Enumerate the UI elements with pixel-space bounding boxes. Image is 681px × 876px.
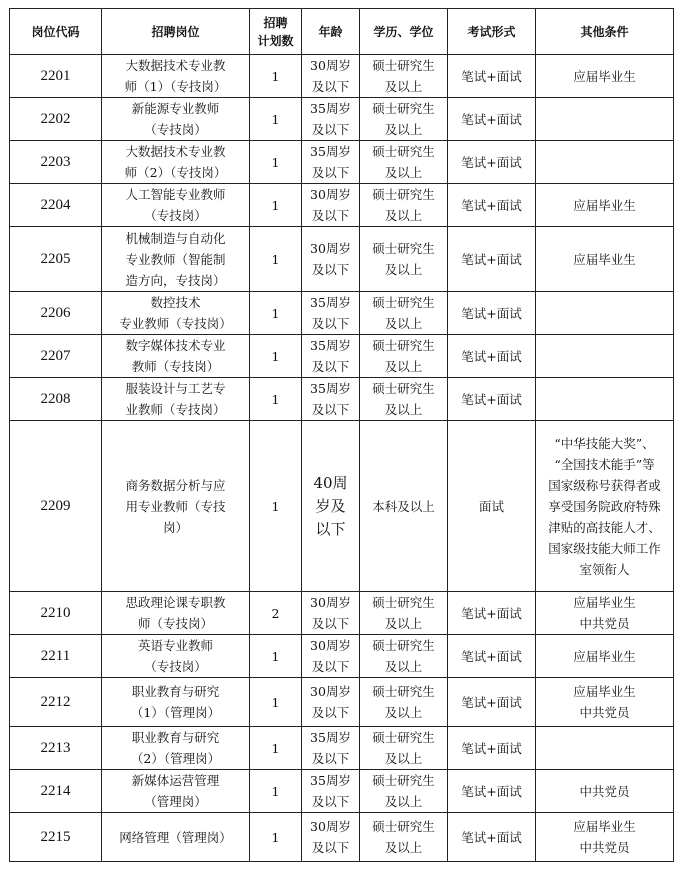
table-row (10, 635, 674, 678)
cell-line: 职业教育与研究 (131, 684, 220, 699)
cell-line: “全国技术能手”等 (554, 456, 655, 472)
table-row (10, 421, 674, 592)
cell-line: 及以上 (384, 122, 423, 137)
table-row (10, 727, 674, 770)
header-other-conditions: 其他条件 (536, 9, 674, 55)
cell-exam-form: 笔试+面试 (448, 55, 536, 98)
cell-line: 岗） (162, 519, 188, 535)
cell-line: 35周岁 (310, 338, 351, 353)
cell-age (302, 55, 360, 98)
table-row (10, 678, 674, 727)
table-row (10, 98, 674, 141)
cell-line: （专技岗） (144, 122, 207, 137)
cell-line: 40周 (313, 473, 348, 492)
cell-education (360, 55, 448, 98)
cell-line: 及以下 (311, 616, 350, 631)
cell-post-code: 2215 (10, 813, 102, 862)
recruitment-table (9, 8, 674, 862)
cell-line: 30周岁 (310, 638, 351, 653)
table-row (10, 813, 674, 862)
cell-line: 思政理论课专职教 (125, 595, 226, 610)
header-age: 年龄 (302, 9, 360, 55)
header-education: 学历、学位 (360, 9, 448, 55)
cell-line: 35周岁 (310, 773, 351, 788)
table-row (10, 184, 674, 227)
cell-line: 及以下 (311, 208, 350, 223)
cell-plan-count: 1 (250, 421, 302, 592)
cell-age (302, 770, 360, 813)
cell-line: 及以下 (311, 402, 350, 417)
cell-other-conditions (536, 292, 674, 335)
cell-line: 35周岁 (310, 101, 351, 116)
cell-age (302, 592, 360, 635)
cell-other-conditions (536, 678, 674, 727)
cell-line: （专技岗） (144, 208, 207, 223)
cell-line: 新能源专业教师 (131, 101, 220, 116)
cell-line: 专业教师（智能制 (125, 251, 226, 267)
cell-other-conditions (536, 727, 674, 770)
cell-plan-count: 1 (250, 635, 302, 678)
cell-exam-form: 笔试+面试 (448, 335, 536, 378)
cell-education (360, 421, 448, 592)
cell-plan-count: 1 (250, 678, 302, 727)
table-row (10, 335, 674, 378)
cell-line: 应届毕业生 (573, 251, 636, 267)
cell-line: 硕士研究生 (372, 730, 435, 745)
cell-plan-count: 1 (250, 184, 302, 227)
cell-education (360, 335, 448, 378)
cell-line: 应届毕业生 (573, 68, 636, 84)
cell-education (360, 635, 448, 678)
cell-plan-count: 1 (250, 727, 302, 770)
cell-line: 硕士研究生 (372, 338, 435, 353)
cell-post-code: 2202 (10, 98, 102, 141)
cell-age (302, 98, 360, 141)
cell-line: 数控技术 (150, 295, 201, 310)
cell-post-code: 2207 (10, 335, 102, 378)
cell-line: 及以下 (311, 705, 350, 720)
cell-age (302, 227, 360, 292)
cell-exam-form: 笔试+面试 (448, 292, 536, 335)
cell-plan-count: 1 (250, 378, 302, 421)
cell-line: 职业教育与研究 (131, 730, 220, 745)
cell-education (360, 727, 448, 770)
cell-other-conditions (536, 184, 674, 227)
cell-line: 及以上 (384, 616, 423, 631)
table-row (10, 141, 674, 184)
cell-line: 国家级技能大师工作 (548, 540, 661, 556)
header-plan-count: 招聘 计划数 (250, 9, 302, 55)
cell-line: 数字媒体技术专业 (125, 338, 226, 353)
cell-plan-count: 1 (250, 813, 302, 862)
header-post-code: 岗位代码 (10, 9, 102, 55)
cell-education (360, 813, 448, 862)
cell-exam-form: 笔试+面试 (448, 592, 536, 635)
cell-post-name (102, 635, 250, 678)
cell-exam-form: 笔试+面试 (448, 98, 536, 141)
cell-age (302, 727, 360, 770)
cell-line: 30周岁 (310, 241, 351, 256)
cell-other-conditions (536, 378, 674, 421)
cell-education (360, 592, 448, 635)
cell-post-name (102, 727, 250, 770)
cell-exam-form: 笔试+面试 (448, 635, 536, 678)
cell-exam-form: 笔试+面试 (448, 227, 536, 292)
cell-line: 国家级称号获得者或 (548, 477, 661, 493)
header-exam-form: 考试形式 (448, 9, 536, 55)
cell-line: 及以下 (311, 751, 350, 766)
cell-age (302, 335, 360, 378)
cell-line: 及以下 (311, 840, 350, 855)
cell-line: 及以下 (311, 165, 350, 180)
cell-line: 及以上 (384, 79, 423, 94)
cell-line: 硕士研究生 (372, 241, 435, 256)
cell-line: 35周岁 (310, 295, 351, 310)
table-row (10, 227, 674, 292)
cell-post-name (102, 292, 250, 335)
cell-line: 服装设计与工艺专 (125, 381, 226, 396)
cell-post-code: 2211 (10, 635, 102, 678)
cell-line: 网络管理（管理岗） (119, 829, 232, 845)
cell-line: 及以下 (311, 79, 350, 94)
cell-line: 硕士研究生 (372, 58, 435, 73)
cell-line: 硕士研究生 (372, 638, 435, 653)
cell-line: 及以下 (311, 262, 350, 277)
cell-age (302, 678, 360, 727)
table-header-row (10, 9, 674, 55)
cell-line: （管理岗） (144, 794, 207, 809)
header-post-name: 招聘岗位 (102, 9, 250, 55)
cell-post-name (102, 813, 250, 862)
cell-education (360, 98, 448, 141)
cell-line: 及以上 (384, 208, 423, 223)
cell-post-name (102, 378, 250, 421)
cell-line: 以下 (315, 519, 346, 538)
cell-line: 应届毕业生 (573, 595, 636, 610)
cell-post-name (102, 335, 250, 378)
cell-line: 商务数据分析与应 (125, 477, 226, 493)
cell-line: 师（2）（专技岗） (124, 165, 227, 180)
cell-line: 及以上 (384, 316, 423, 331)
cell-education (360, 184, 448, 227)
cell-line: 新媒体运营管理 (131, 773, 220, 788)
cell-other-conditions (536, 592, 674, 635)
cell-line: 及以上 (384, 751, 423, 766)
cell-other-conditions (536, 55, 674, 98)
cell-post-name (102, 770, 250, 813)
cell-education (360, 141, 448, 184)
cell-line: “中华技能大奖”、 (554, 435, 655, 451)
cell-exam-form: 笔试+面试 (448, 378, 536, 421)
cell-line: 及以上 (384, 359, 423, 374)
cell-line: 硕士研究生 (372, 101, 435, 116)
cell-line: 及以下 (311, 359, 350, 374)
cell-education (360, 770, 448, 813)
cell-line: 中共党员 (579, 705, 630, 720)
cell-age (302, 813, 360, 862)
cell-post-code: 2208 (10, 378, 102, 421)
cell-line: 硕士研究生 (372, 144, 435, 159)
cell-line: 30周岁 (310, 684, 351, 699)
cell-other-conditions (536, 227, 674, 292)
cell-post-name (102, 184, 250, 227)
cell-line: 35周岁 (310, 730, 351, 745)
table-row (10, 592, 674, 635)
cell-line: 专业教师（专技岗） (119, 316, 232, 331)
cell-line: 教师（专技岗） (131, 359, 220, 374)
cell-line: 及以上 (384, 165, 423, 180)
cell-line: 硕士研究生 (372, 595, 435, 610)
cell-post-code: 2210 (10, 592, 102, 635)
cell-line: 应届毕业生 (573, 684, 636, 699)
cell-post-code: 2213 (10, 727, 102, 770)
cell-exam-form: 笔试+面试 (448, 727, 536, 770)
cell-plan-count: 2 (250, 592, 302, 635)
cell-line: 硕士研究生 (372, 187, 435, 202)
cell-line: 用专业教师（专技 (125, 498, 226, 514)
cell-line: 岁及 (315, 496, 346, 515)
cell-line: 应届毕业生 (573, 197, 636, 213)
cell-other-conditions (536, 98, 674, 141)
cell-line: 硕士研究生 (372, 773, 435, 788)
cell-age (302, 141, 360, 184)
cell-post-code: 2206 (10, 292, 102, 335)
cell-line: 及以上 (384, 794, 423, 809)
cell-post-name (102, 141, 250, 184)
cell-line: 及以上 (384, 402, 423, 417)
cell-exam-form: 笔试+面试 (448, 141, 536, 184)
cell-line: 30周岁 (310, 595, 351, 610)
cell-age (302, 421, 360, 592)
cell-exam-form: 笔试+面试 (448, 813, 536, 862)
cell-education (360, 227, 448, 292)
cell-post-name (102, 98, 250, 141)
cell-post-code: 2214 (10, 770, 102, 813)
cell-line: 及以下 (311, 316, 350, 331)
cell-plan-count: 1 (250, 55, 302, 98)
cell-education (360, 678, 448, 727)
cell-post-code: 2209 (10, 421, 102, 592)
cell-other-conditions (536, 421, 674, 592)
cell-line: 师（专技岗） (137, 616, 213, 631)
cell-education (360, 292, 448, 335)
cell-post-name (102, 55, 250, 98)
cell-line: 及以上 (384, 705, 423, 720)
cell-exam-form: 笔试+面试 (448, 184, 536, 227)
cell-line: 师（1）（专技岗） (124, 79, 227, 94)
cell-line: 及以上 (384, 262, 423, 277)
cell-line: 机械制造与自动化 (125, 230, 226, 246)
cell-post-code: 2201 (10, 55, 102, 98)
cell-line: 造方向，专技岗） (125, 272, 226, 288)
cell-post-name (102, 678, 250, 727)
table-row (10, 378, 674, 421)
cell-post-name (102, 592, 250, 635)
cell-line: 应届毕业生 (573, 819, 636, 834)
cell-line: 津贴的高技能人才、 (548, 519, 661, 535)
cell-line: 中共党员 (579, 616, 630, 631)
cell-line: 30周岁 (310, 819, 351, 834)
cell-post-code: 2203 (10, 141, 102, 184)
cell-line: （2）（管理岗） (130, 751, 221, 766)
table-row (10, 55, 674, 98)
cell-plan-count: 1 (250, 335, 302, 378)
table-row (10, 292, 674, 335)
cell-plan-count: 1 (250, 292, 302, 335)
cell-post-code: 2212 (10, 678, 102, 727)
cell-line: 及以下 (311, 659, 350, 674)
cell-other-conditions (536, 770, 674, 813)
cell-post-name (102, 421, 250, 592)
cell-post-code: 2205 (10, 227, 102, 292)
cell-line: 英语专业教师 (137, 638, 213, 653)
cell-line: 及以下 (311, 122, 350, 137)
cell-line: 中共党员 (579, 783, 630, 799)
cell-line: 大数据技术专业教 (125, 58, 226, 73)
cell-line: 硕士研究生 (372, 819, 435, 834)
cell-post-name (102, 227, 250, 292)
cell-line: 35周岁 (310, 381, 351, 396)
cell-line: 35周岁 (310, 144, 351, 159)
cell-line: 人工智能专业教师 (125, 187, 226, 202)
cell-line: 中共党员 (579, 840, 630, 855)
cell-plan-count: 1 (250, 770, 302, 813)
cell-post-code: 2204 (10, 184, 102, 227)
cell-line: 大数据技术专业教 (125, 144, 226, 159)
cell-line: （专技岗） (144, 659, 207, 674)
cell-age (302, 635, 360, 678)
cell-line: 应届毕业生 (573, 648, 636, 664)
cell-line: 硕士研究生 (372, 295, 435, 310)
cell-age (302, 378, 360, 421)
cell-exam-form: 面试 (448, 421, 536, 592)
cell-line: 及以上 (384, 840, 423, 855)
cell-other-conditions (536, 141, 674, 184)
cell-other-conditions (536, 635, 674, 678)
cell-exam-form: 笔试+面试 (448, 770, 536, 813)
cell-plan-count: 1 (250, 141, 302, 184)
cell-exam-form: 笔试+面试 (448, 678, 536, 727)
cell-other-conditions (536, 813, 674, 862)
cell-line: 及以下 (311, 794, 350, 809)
recruitment-table-wrapper (9, 8, 674, 862)
cell-line: 30周岁 (310, 58, 351, 73)
cell-line: （1）（管理岗） (130, 705, 221, 720)
cell-line: 享受国务院政府特殊 (548, 498, 661, 514)
cell-line: 硕士研究生 (372, 381, 435, 396)
cell-line: 业教师（专技岗） (125, 402, 226, 417)
table-row (10, 770, 674, 813)
cell-line: 及以上 (384, 659, 423, 674)
cell-other-conditions (536, 335, 674, 378)
cell-education (360, 378, 448, 421)
cell-line: 硕士研究生 (372, 684, 435, 699)
cell-age (302, 184, 360, 227)
table-body (10, 55, 674, 862)
cell-line: 30周岁 (310, 187, 351, 202)
cell-plan-count: 1 (250, 98, 302, 141)
cell-line: 本科及以上 (372, 498, 435, 514)
cell-line: 室领衔人 (579, 561, 630, 577)
cell-plan-count: 1 (250, 227, 302, 292)
cell-age (302, 292, 360, 335)
